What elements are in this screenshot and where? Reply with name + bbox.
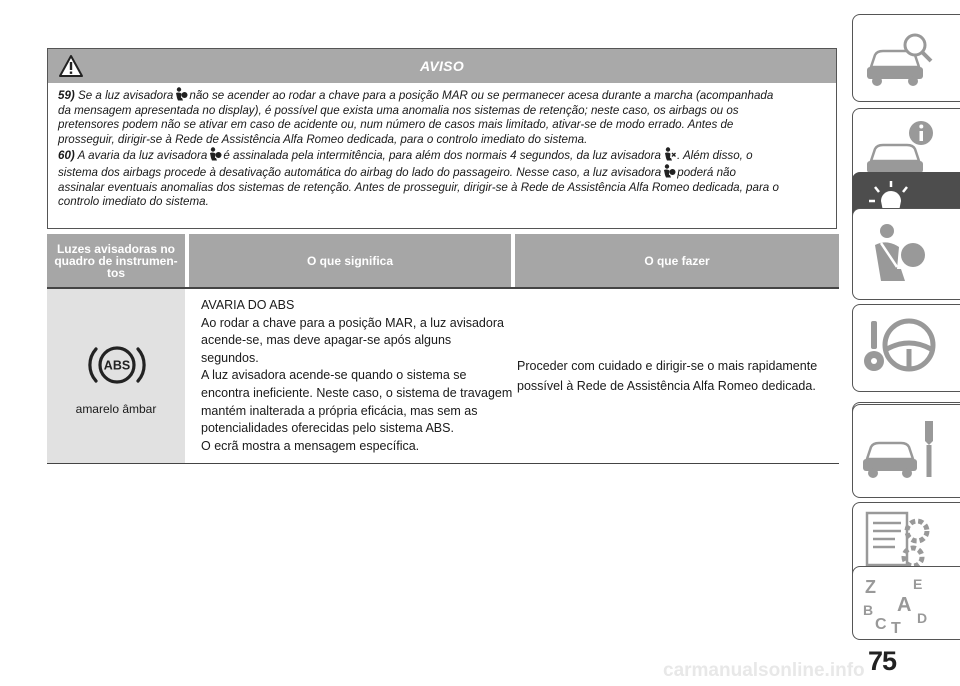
airbag-warning-icon (662, 164, 676, 178)
warning-header (48, 49, 836, 83)
warning-paragraph-59: 59) Se a luz avisadora não se acender ao rodar a chave para a posição MAR ou se permanecer acesa durante a marcha (acompanhada da mensagem apresentada no display), é possível que exista uma anomalia nos sistemas de retenção; neste caso, os airbags ou os pretensores podem não se ativar em caso de acidente ou, num número de casos mais limitado, ativar-se de modo errado. Antes de prosseguir, dirigir-se à Rede de Assistência Alfa Romeo dedicada, para o controlo imediato do sistema. (58, 89, 774, 146)
abs-warning-icon (87, 335, 147, 395)
car-wrench-icon (861, 411, 941, 487)
warning-lights-table (47, 234, 839, 464)
car-search-icon (861, 21, 941, 93)
airbag-warning-icon (174, 87, 188, 101)
warning-box (47, 48, 837, 229)
key-steering-wheel-icon (861, 311, 941, 383)
svg-text:C: C (875, 616, 887, 633)
footer-watermark: carmanualsonline.info (663, 660, 865, 681)
table-row (47, 289, 839, 464)
svg-text:Z: Z (865, 577, 876, 597)
action-cell: Proceder com cuidado e dirigir-se o mais rapidamente possível à Rede de Assistência Alfa Romeo dedicada. (517, 359, 818, 393)
page-number: 75 (868, 646, 897, 676)
meaning-cell: AVARIA DO ABS Ao rodar a chave para a posição MAR, a luz avisadora acende-se, mas deve apagar-se após alguns segundos. A luz avisadora acende-se quando o sistema se encontra ineficiente. Neste caso, o sistema de travagem mantém inalterada a própria eficácia, mas sem as potencialidades oferecidas pelo sistema ABS. O ecrã mostra a mensagem específica. (201, 298, 513, 453)
tab-starting-driving[interactable] (852, 304, 960, 392)
icon-color-caption: amarelo âmbar (75, 402, 157, 416)
tab-safety[interactable] (852, 208, 960, 300)
table-header (47, 234, 839, 287)
icon-cell (47, 289, 185, 463)
tab-maintenance[interactable] (852, 404, 960, 498)
svg-text:E: E (913, 576, 923, 592)
tab-vehicle-overview[interactable] (852, 14, 960, 102)
header-meaning: O que significa (189, 234, 511, 287)
svg-text:T: T (891, 620, 901, 637)
seatbelt-airbag-icon (861, 215, 941, 291)
warning-body (48, 83, 836, 210)
airbag-warning-icon (208, 147, 222, 161)
abs-icon-label: ABS (103, 358, 131, 373)
tab-index[interactable] (852, 566, 960, 640)
svg-text:B: B (863, 602, 874, 618)
passenger-airbag-off-icon (662, 147, 676, 161)
warning-paragraph-60: 60) A avaria da luz avisadora é assinalada pela intermitência, para além dos normais 4 segundos, da luz avisadora . Além disso, o sistema dos airbags procede à desativação automática do airbag do lado do passageiro. Nesse caso, a luz avisadora poderá não assinalar eventuais anomalias dos sistemas de retenção. Antes de prosseguir, dirigir-se à Rede de Assistência Alfa Romeo dedicada, para o controlo imediato do sistema. (58, 149, 779, 209)
header-warning-lights: Luzes avisadoras no quadro de instrumen- tos (47, 234, 185, 287)
warning-title: AVISO (419, 58, 465, 74)
header-action: O que fazer (515, 234, 839, 287)
alphabet-index-icon (861, 573, 941, 637)
svg-text:D: D (917, 610, 928, 626)
svg-text:A: A (897, 594, 912, 616)
